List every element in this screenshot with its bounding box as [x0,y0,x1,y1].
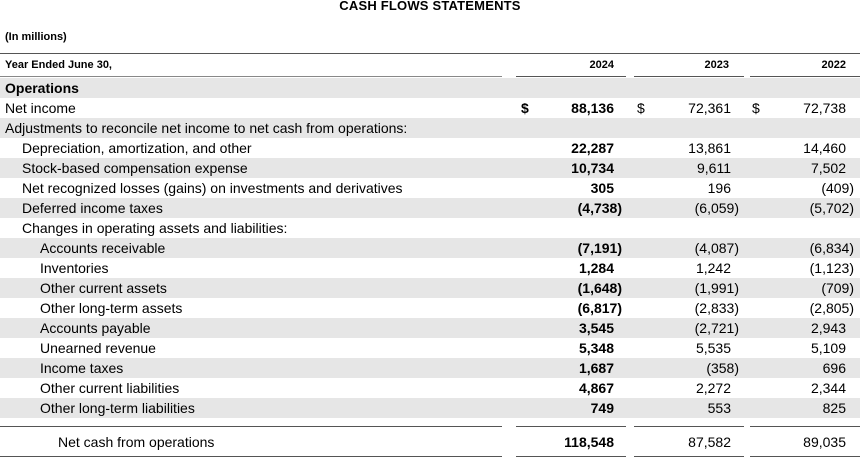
currency-symbol: $ [521,100,529,116]
statement-body [0,78,860,418]
value-2024: 4,867 [578,380,614,396]
table-row [0,238,860,258]
total-label: Net cash from operations [58,434,215,450]
year-2024-header: 2024 [589,59,614,71]
row-label: Other long-term liabilities [40,400,195,416]
value-2023: 5,535 [695,340,731,356]
value-2024: 1,284 [578,260,614,276]
value-2022: (409) [821,180,854,196]
value-2023: 72,361 [688,100,731,116]
value-2023: (6,059) [694,200,739,216]
table-row [0,358,860,378]
value-2022: 5,109 [810,340,846,356]
value-2022: (709) [821,280,854,296]
value-2024: 305 [590,180,614,196]
row-label: Unearned revenue [40,340,156,356]
total-bottom-rule-label [0,456,502,457]
value-2023: 196 [707,180,731,196]
row-label: Inventories [40,260,109,276]
value-2024: 88,136 [571,100,614,116]
row-label: Income taxes [40,360,124,376]
value-2023: 9,611 [697,160,731,176]
value-2024: (6,817) [577,300,622,316]
table-row [0,78,860,98]
value-2024: 5,348 [578,340,614,356]
row-label: Depreciation, amortization, and other [22,140,252,156]
table-row [0,118,860,138]
value-2024: (4,738) [577,200,622,216]
table-row [0,158,860,178]
value-2022: 2,344 [810,380,846,396]
table-row [0,218,860,238]
header-rule-2022 [750,76,860,77]
column-header-row [0,56,860,76]
header-rule-2024 [516,76,626,77]
units-note: (In millions) [5,31,67,43]
total-top-rule-2023 [634,426,744,427]
value-2024: (1,648) [577,280,622,296]
row-label: Adjustments to reconcile net income to net cash from operations: [5,120,408,136]
value-2024: 749 [590,400,614,416]
total-value-2023: 87,582 [688,434,731,450]
total-top-rule-2022 [750,426,860,427]
total-bottom-rule-2023 [634,456,744,457]
currency-symbol: $ [637,100,645,116]
value-2022: (2,805) [809,300,854,316]
table-row [0,298,860,318]
table-row [0,178,860,198]
row-label: Net recognized losses (gains) on investments and derivatives [22,180,403,196]
row-label: Operations [5,80,79,96]
value-2023: 553 [707,400,731,416]
year-2022-header: 2022 [821,59,846,71]
value-2023: (2,721) [694,320,739,336]
value-2022: (5,702) [809,200,854,216]
value-2023: (1,991) [694,280,739,296]
value-2023: 2,272 [695,380,731,396]
row-label: Other current assets [40,280,167,296]
total-bottom-rule-2022 [750,456,860,457]
header-top-rule [0,53,860,54]
total-row [0,432,860,452]
total-top-rule-label [0,426,502,427]
value-2023: (2,833) [694,300,739,316]
total-top-rule-2024 [516,426,626,427]
total-value-2024: 118,548 [564,434,614,450]
period-label: Year Ended June 30, [5,59,112,71]
value-2022: 696 [822,360,846,376]
table-row [0,318,860,338]
row-label: Changes in operating assets and liabilities: [22,220,288,236]
value-2022: 2,943 [810,320,846,336]
table-row [0,278,860,298]
row-label: Stock-based compensation expense [22,160,248,176]
value-2022: 72,738 [803,100,846,116]
value-2024: 3,545 [578,320,614,336]
value-2024: 10,734 [571,160,614,176]
total-bottom-rule-2024 [516,456,626,457]
row-label: Other long-term assets [40,300,183,316]
table-row [0,398,860,418]
row-label: Accounts payable [40,320,151,336]
header-rule-2023 [634,76,744,77]
row-label: Net income [5,100,76,116]
currency-symbol: $ [752,100,760,116]
table-row [0,338,860,358]
table-row [0,258,860,278]
value-2023: (358) [706,360,739,376]
value-2022: (6,834) [809,240,854,256]
value-2022: 14,460 [803,140,846,156]
statement-title: CASH FLOWS STATEMENTS [339,0,521,13]
header-rule-label [0,76,502,77]
table-row [0,378,860,398]
value-2024: (7,191) [577,240,622,256]
value-2023: 13,861 [688,140,731,156]
value-2023: (4,087) [694,240,739,256]
table-row [0,138,860,158]
row-label: Other current liabilities [40,380,180,396]
value-2022: 825 [822,400,846,416]
table-row [0,98,860,118]
table-row [0,198,860,218]
total-value-2022: 89,035 [803,434,846,450]
row-label: Deferred income taxes [22,200,163,216]
year-2023-header: 2023 [704,59,729,71]
value-2023: 1,242 [695,260,731,276]
value-2024: 22,287 [571,140,614,156]
value-2022: 7,502 [810,160,846,176]
row-label: Accounts receivable [40,240,166,256]
value-2022: (1,123) [809,260,854,276]
value-2024: 1,687 [578,360,614,376]
